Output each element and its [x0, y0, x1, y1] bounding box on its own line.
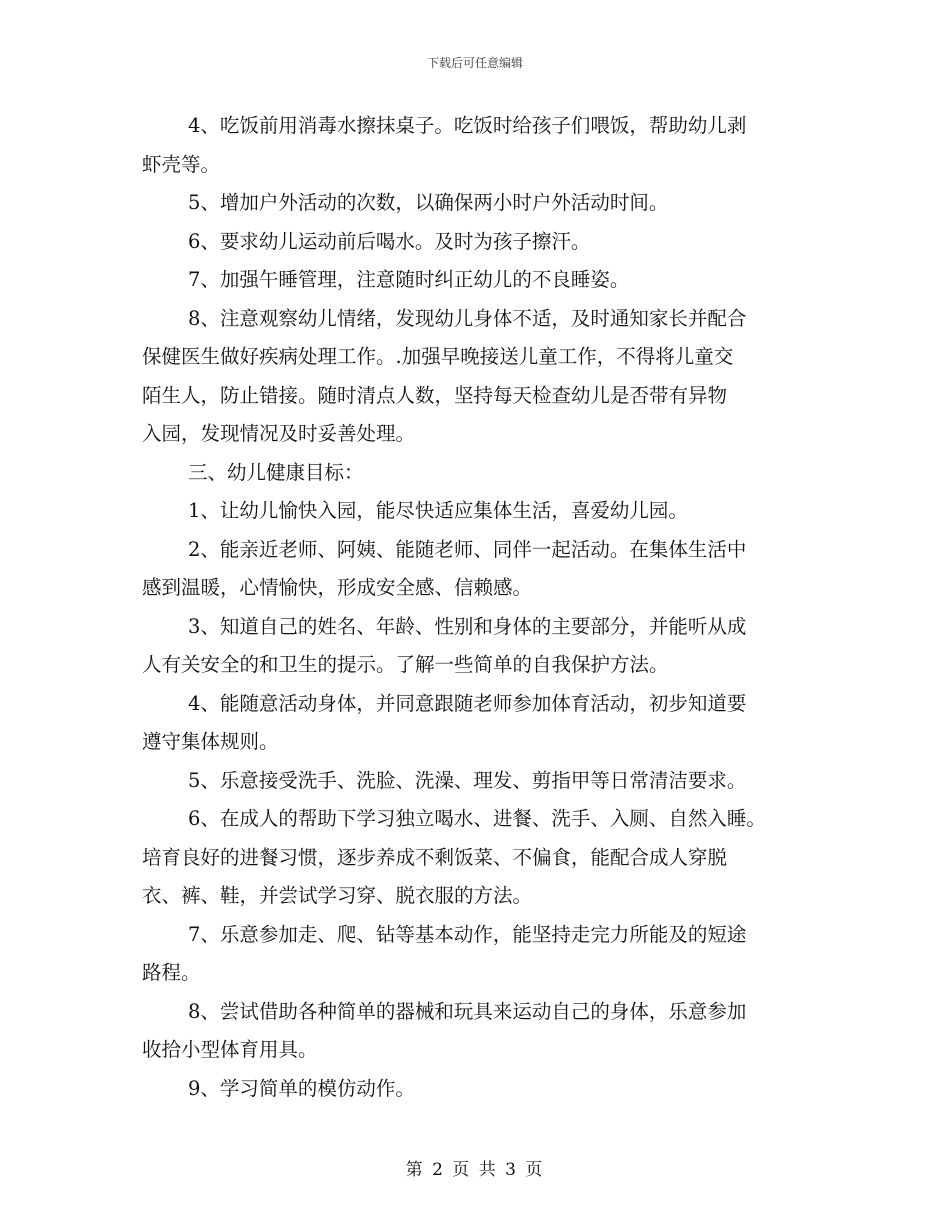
- paragraph: 4、能随意活动身体，并同意跟随老师参加体育活动，初步知道要 遵守集体规则。: [142, 691, 747, 753]
- paragraph: 6、在成人的帮助下学习独立喝水、进餐、洗手、入厕、自然入睡。 培育良好的进餐习惯，逐步养成不剩饭菜、不偏食，能配合成人穿脱 衣、裤、鞋，并尝试学习穿、脱衣服的方法。: [142, 807, 766, 907]
- page-number: 第 2 页 共 3 页: [405, 1160, 545, 1180]
- paragraph: 7、加强午睡管理，注意随时纠正幼儿的不良睡姿。: [188, 268, 630, 291]
- paragraph: 1、让幼儿愉快入园，能尽快适应集体生活，喜爱幼儿园。: [188, 499, 688, 522]
- paragraph: 9、学习简单的模仿动作。: [188, 1076, 415, 1100]
- paragraph: 3、知道自己的姓名、年龄、性别和身体的主要部分，并能听从成 人有关安全的和卫生的提示。了解一些简单的自我保护方法。: [142, 614, 747, 676]
- paragraph: 5、增加户外活动的次数，以确保两小时户外活动时间。: [188, 191, 669, 214]
- page-header: 下载后可任意编辑: [426, 56, 523, 70]
- paragraph: 6、要求幼儿运动前后喝水。及时为孩子擦汗。: [188, 229, 591, 253]
- paragraph: 5、乐意接受洗手、洗脸、洗澡、理发、剪指甲等日常清洁要求。: [188, 768, 747, 792]
- paragraph: 4、吃饭前用消毒水擦抹桌子。吃饭时给孩子们喂饭，帮助幼儿剥 虾壳等。: [142, 114, 747, 176]
- paragraph: 8、注意观察幼儿情绪，发现幼儿身体不适，及时通知家长并配合 保健医生做好疾病处理工作。.加强早晚接送儿童工作，不得将儿童交 陌生人，防止错接。随时清点人数，坚持每天检查幼儿是否带有异物 入园，发现情况及时妥善处理。: [142, 306, 747, 445]
- paragraph: 7、乐意参加走、爬、钻等基本动作，能坚持走完力所能及的短途 路程。: [142, 922, 747, 984]
- paragraph: 8、尝试借助各种简单的器械和玩具来运动自己的身体，乐意参加 收拾小型体育用具。: [142, 999, 747, 1061]
- paragraph: 2、能亲近老师、阿姨、能随老师、同伴一起活动。在集体生活中 感到温暖，心情愉快，形成安全感、信赖感。: [142, 537, 747, 599]
- section-heading: 三、幼儿健康目标：: [188, 460, 364, 484]
- document-body: [142, 107, 814, 1108]
